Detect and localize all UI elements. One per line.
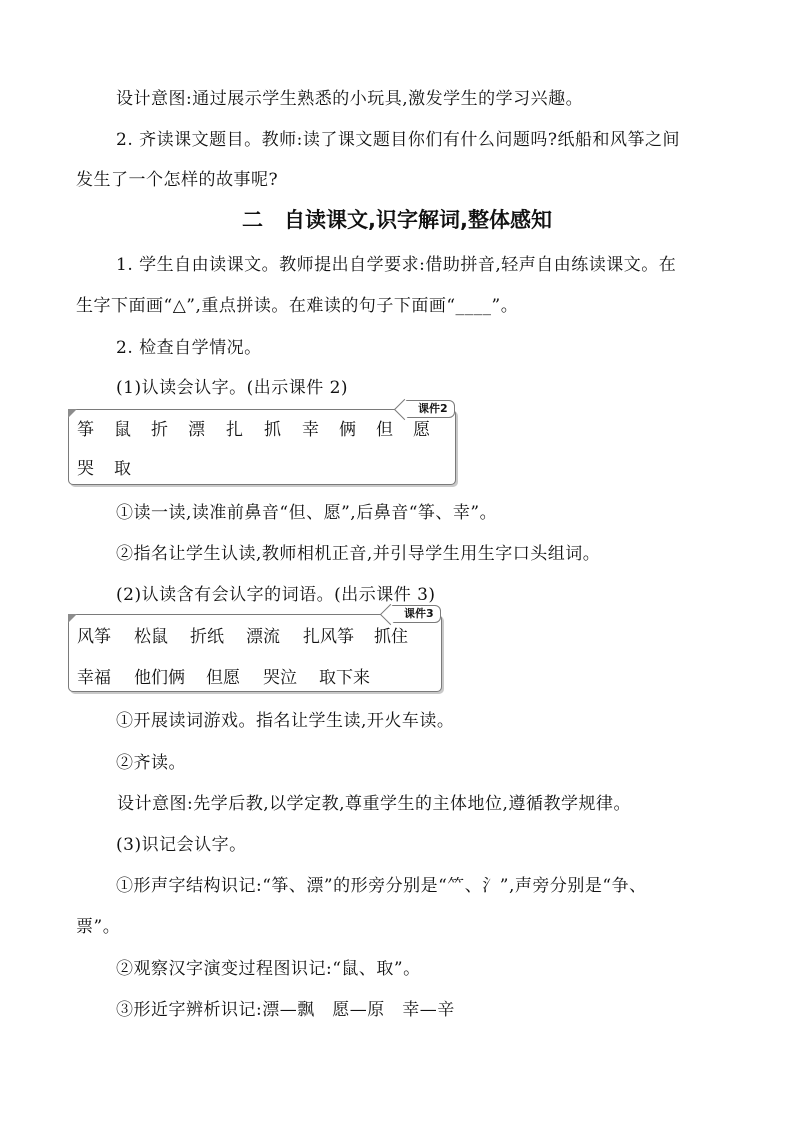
char-item: 哭 [77, 459, 94, 479]
substep-2-item-1: ①开展读词游戏。指名让学生读,开火车读。 [116, 711, 455, 731]
design-intent-1: 设计意图:通过展示学生熟悉的小玩具,激发学生的学习兴趣。 [116, 89, 584, 109]
substep-1-item-2: ②指名让学生认读,教师相机正音,并引导学生用生字口头组词。 [116, 544, 601, 564]
char-item: 筝 [77, 420, 94, 440]
substep-1-item-1: ①读一读,读准前鼻音“但、愿”,后鼻音“筝、幸”。 [116, 503, 498, 523]
design-intent-2: 设计意图:先学后教,以学定教,尊重学生的主体地位,遵循教学规律。 [117, 794, 631, 814]
step-2-read-title-line2: 发生了一个怎样的故事呢? [76, 170, 279, 190]
box-corner-mark [68, 409, 77, 418]
section-heading: 二 自读课文,识字解词,整体感知 [242, 208, 552, 232]
substep-2-title: (2)认读含有会认字的词语。(出示课件 3) [116, 585, 436, 605]
substep-2-item-2: ②齐读。 [116, 753, 186, 773]
char-item: 但 [376, 420, 393, 440]
word-item: 但愿 [206, 668, 240, 688]
substep-1-title: (1)认读会认字。(出示课件 2) [116, 378, 349, 398]
char-item: 漂 [188, 420, 205, 440]
step-1-self-read-line2: 生字下面画“△”,重点拼读。在难读的句子下面画“____”。 [76, 296, 519, 316]
substep-3-item-1-line2: 票”。 [76, 917, 121, 937]
char-item: 取 [114, 459, 131, 479]
substep-3-item-2: ②观察汉字演变过程图识记:“鼠、取”。 [116, 959, 421, 979]
courseware-3-box [68, 607, 442, 692]
courseware-2-box [68, 402, 456, 485]
word-item: 抓住 [374, 627, 408, 647]
char-item: 愿 [413, 420, 430, 440]
word-item: 松鼠 [134, 627, 168, 647]
char-item: 扎 [226, 420, 243, 440]
char-item: 折 [151, 420, 168, 440]
char-item: 抓 [264, 420, 281, 440]
substep-3-title: (3)识记会认字。 [116, 835, 247, 855]
box-corner-mark [68, 614, 77, 623]
word-item: 折纸 [190, 627, 224, 647]
courseware-3-tag: 课件3 [391, 605, 441, 623]
word-item: 取下来 [319, 668, 370, 688]
word-item: 幸福 [77, 668, 111, 688]
char-item: 幸 [302, 420, 319, 440]
word-item: 漂流 [246, 627, 280, 647]
courseware-2-tag: 课件2 [405, 400, 455, 418]
step-1-self-read-line1: 1. 学生自由读课文。教师提出自学要求:借助拼音,轻声自由练读课文。在 [116, 255, 677, 275]
char-item: 俩 [339, 420, 356, 440]
word-item: 哭泣 [263, 668, 297, 688]
step-2-check: 2. 检查自学情况。 [116, 338, 262, 358]
step-2-read-title-line1: 2. 齐读课文题目。教师:读了课文题目你们有什么问题吗?纸船和风筝之间 [116, 130, 680, 150]
substep-3-item-1-line1: ①形声字结构识记:“筝、漂”的形旁分别是“⺮、氵”,声旁分别是“争、 [116, 876, 647, 896]
substep-3-item-3: ③形近字辨析识记:漂—飘 愿—原 幸—辛 [116, 1000, 455, 1020]
char-item: 鼠 [114, 420, 131, 440]
word-item: 他们俩 [134, 668, 185, 688]
word-item: 扎风筝 [303, 627, 354, 647]
word-item: 风筝 [77, 627, 111, 647]
